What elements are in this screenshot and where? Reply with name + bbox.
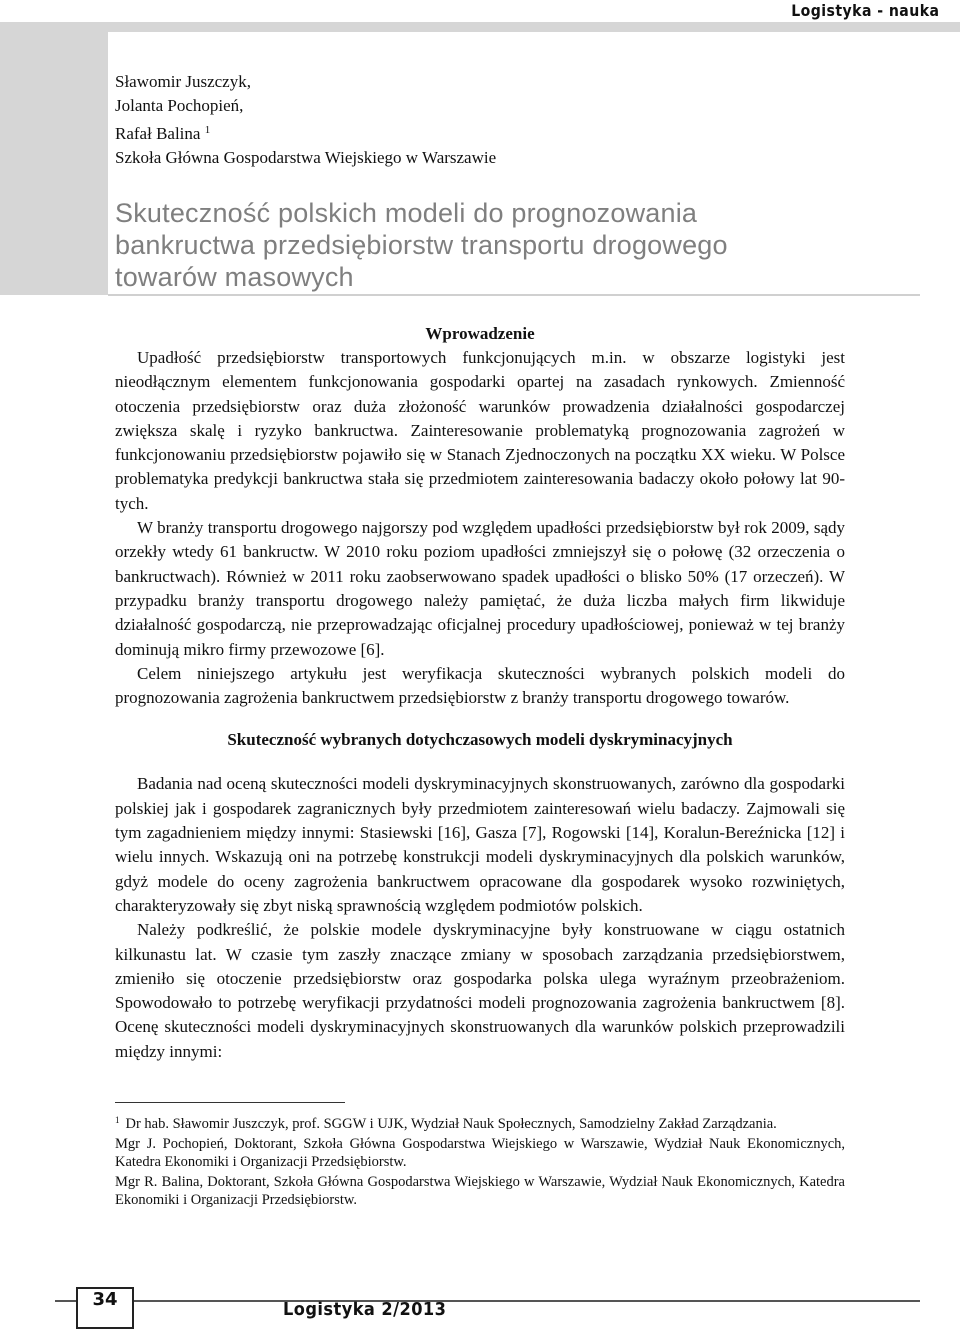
author-block [115,70,496,170]
author-name: Sławomir Juszczyk, [115,72,251,91]
grey-margin-head [0,22,108,295]
paragraph: W branży transportu drogowego najgorszy pod względem upadłości przedsiębiorstw był rok 2009, sądy orzekły wtedy 61 bankructw. W 2010 roku poziom upadłości zmniejszył się o połowę (32 orzeczenia o bankructwach). Również w 2011 roku zaobserwowano spadek upadłości o blisko 50% (17 orzeczeń). W przypadku branży transportu drogowego należy pamiętać, że duża liczba małych firm likwiduje działalność gospodarczą, nie przeprowadzając oficjalnej procedury upadłościowej, ponieważ w tej branży dominują mikro firmy przewozowe [6]. [115,518,845,659]
page-number: 34 [92,1289,118,1310]
author-name: Jolanta Pochopień, [115,96,244,115]
paragraph: Upadłość przedsiębiorstw transportowych funkcjonujących m.in. w obszarze logistyki jest nieodłącznym elementem funkcjonowania gospodarki opartej na zasadach rynkowych. Zmienność otoczenia przedsiębiorstw oraz duża złożoność warunków prowadzenia działalności gospodarczej zwiększa skalę i ryzyko bankructwa. Zainteresowanie problematyką prognozowania zagrożeń w funkcjonowaniu przedsiębiorstw pojawiło się w Stanach Zjednoczonych na początku XX wieku. W Polsce problematyka predykcji bankructwa stała się przedmiotem zainteresowania badaczy około połowy lat 90-tych. [115,348,845,513]
footnote: Mgr R. Balina, Doktorant, Szkoła Główna Gospodarstwa Wiejskiego w Warszawie, Wydział Nauk Ekonomicznych, Katedra Ekonomiki i Organizacji Przedsiębiorstw. [115,1174,845,1208]
journal-section-title: Logistyka - nauka [790,1,939,20]
author-name: Rafał Balina $^1$ [115,124,211,143]
paragraph: Celem niniejszego artykułu jest weryfikacja skuteczności wybranych polskich modeli do prognozowania zagrożenia bankructwem przedsiębiorstw z branży transportu drogowego towarów. [115,663,845,708]
footnote-ref: 1 [204,124,211,136]
section-heading-models: Skuteczność wybranych dotychczasowych modeli dyskryminacyjnych [227,730,733,750]
article-body [115,322,845,1064]
running-header [0,0,960,22]
paragraph: Badania nad oceną skuteczności modeli dyskryminacyjnych skonstruowanych, zarówno dla gospodarki polskiej jak i gospodarek zagranicznych były przedmiotem zainteresowań wielu badaczy. Zajmowali się tym zagadnieniem między innymi: Stasiewski [16], Gasza [7], Rogowski [14], Koralun-Bereźnicka [12] i wielu innych. Wskazują oni na potrzebę konstrukcji modeli dyskryminacyjnych dla polskich warunków, gdyż modele do oceny zagrożenia bankructwem opracowane dla gospodarek wysoko rozwiniętych, charakteryzowały się zbyt niską sprawnością względem podmiotów polskich. [115,774,845,915]
paragraph: Należy podkreślić, że polskie modele dyskryminacyjne były konstruowane w ciągu ostatnich kilkunastu lat. W czasie tym zaszły znaczące zmiany w sposobach zarządzania przedsiębiorstwem, zmieniło się otoczenie przedsiębiorstw oraz gospodarka polska ulega wyraźnym przeobrażeniom. Spowodowało to potrzebę weryfikacji przydatności modeli prognozowania zagrożenia bankructwem [8]. Ocenę skuteczności modeli dyskryminacyjnych skonstruowanych dla warunków polskich przeprowadzili między innymi: [115,920,845,1061]
section-heading-intro: Wprowadzenie [425,324,535,343]
footer-rule [55,1300,920,1302]
footnote-divider [115,1102,345,1103]
footnote: $^1$ Dr hab. Sławomir Juszczyk, prof. SGGW i UJK, Wydział Nauk Społecznych, Samodzielny Zakład Zarządzania. [115,1115,777,1132]
author-affiliation: Szkoła Główna Gospodarstwa Wiejskiego w Warszawie [115,148,497,167]
article-title: Skuteczność polskich modeli do prognozowania bankructwa przedsiębiorstw transportu drogowego towarów masowych [115,198,728,292]
footnote: Mgr J. Pochopień, Doktorant, Szkoła Główna Gospodarstwa Wiejskiego w Warszawie, Wydział Nauk Ekonomicznych, Katedra Ekonomiki i Organizacji Przedsiębiorstw. [115,1136,845,1170]
footnotes [115,1102,845,1209]
journal-issue: Logistyka 2/2013 [283,1299,447,1320]
footer [0,1268,960,1329]
grey-margin-top [0,22,960,32]
